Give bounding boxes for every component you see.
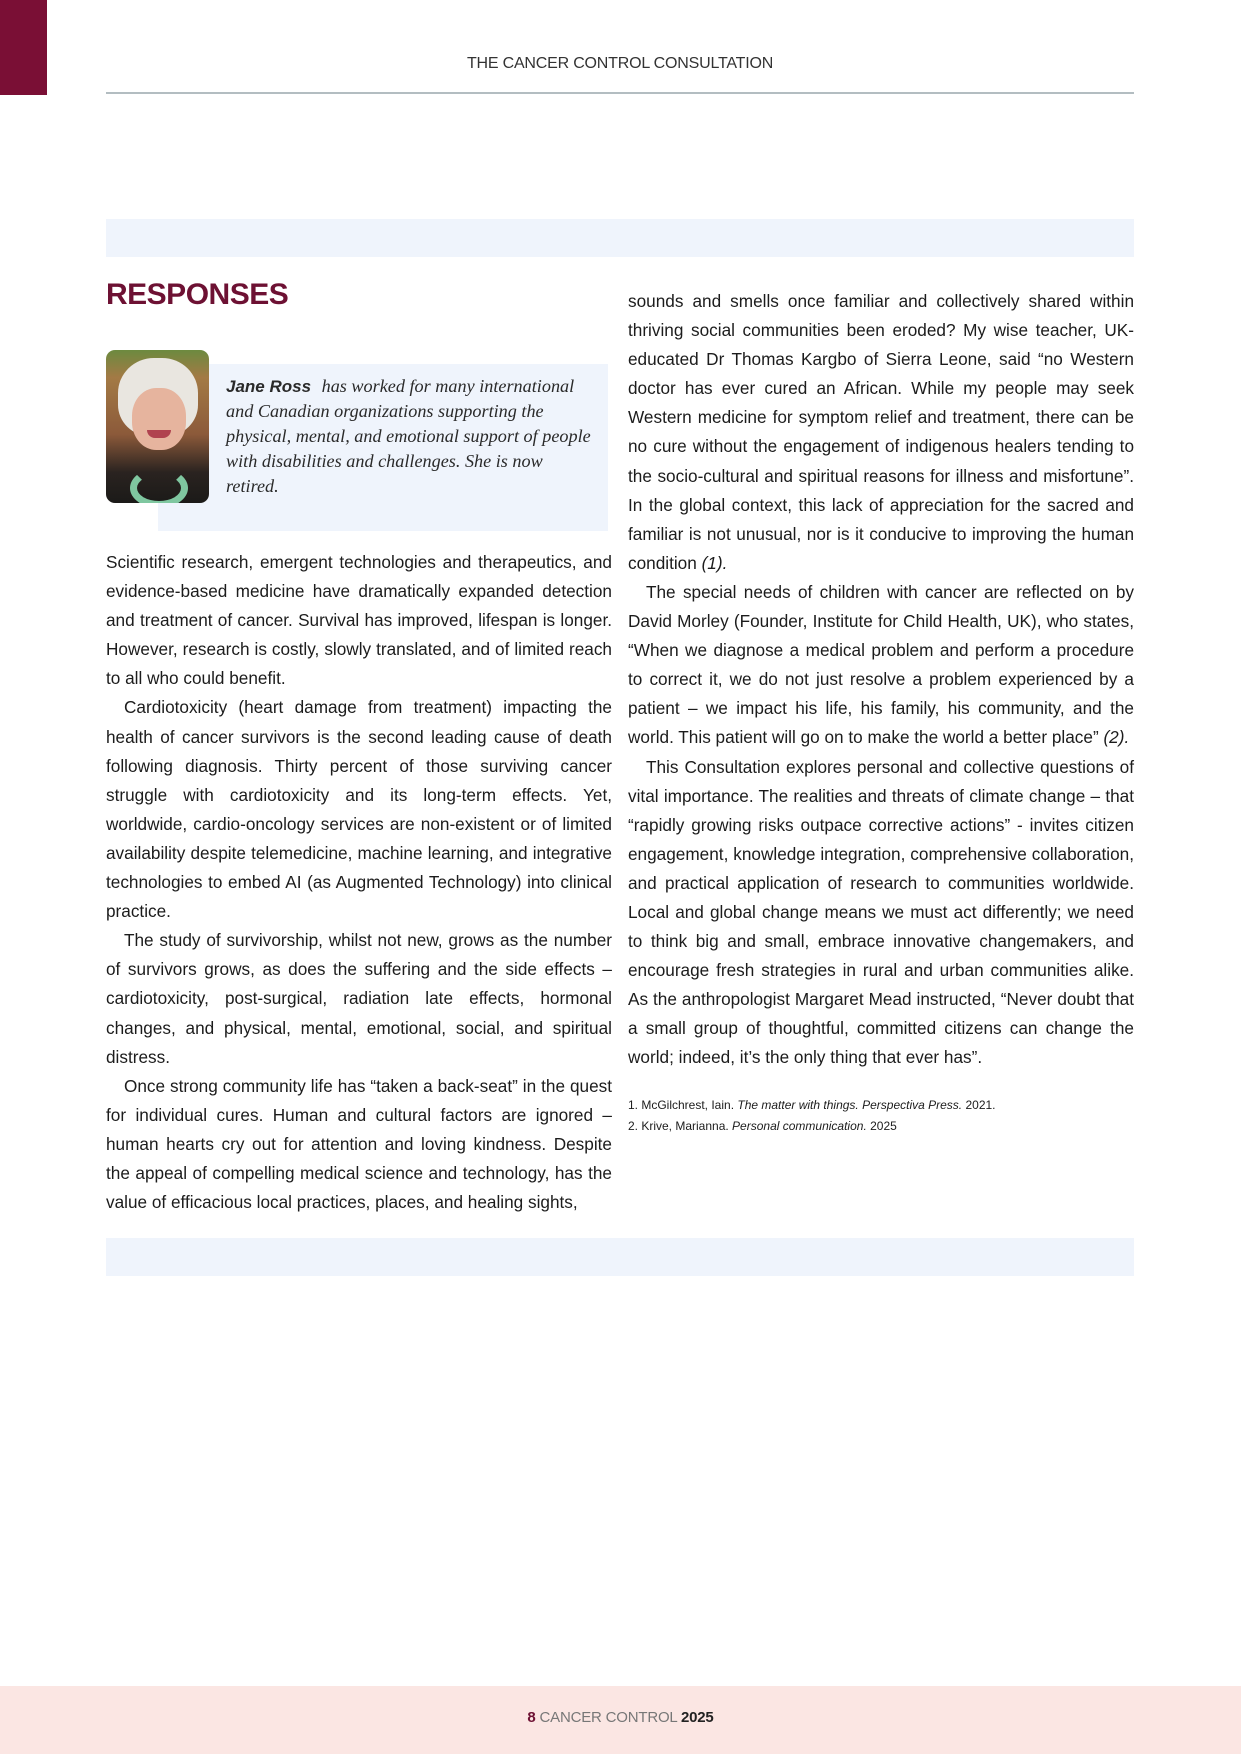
paragraph-text: sounds and smells once familiar and collectively shared within thriving social communities been eroded? My wise teacher, UK-educated Dr Thomas Kargbo of Sierra Leone, said “no Western doctor has ever cured an African. While my people may seek Western medicine for symptom relief and treatment, there can be no cure without the engagement of indigenous healers tending to the socio-cultural and spiritual reasons for illness and misfortune”. In the global context, this lack of appreciation for the sacred and familiar is not unusual, nor is it conducive to improving the human condition: [628, 291, 1134, 573]
reference-title: Personal communication.: [732, 1118, 867, 1133]
reference-year: 2025: [866, 1118, 897, 1133]
paragraph: Scientific research, emergent technologies and therapeutics, and evidence-based medicine have dramatically expanded detection and treatment of cancer. Survival has improved, lifespan is longer. However, research is costly, slowly translated, and of limited reach to all who could benefit.: [106, 552, 612, 689]
reference-item: [628, 1095, 1134, 1116]
bottom-band: [106, 1238, 1134, 1276]
running-header: THE CANCER CONTROL CONSULTATION: [466, 55, 774, 72]
citation: (1).: [701, 552, 728, 573]
publication-name: CANCER CONTROL: [539, 1709, 678, 1726]
paragraph: Cardiotoxicity (heart damage from treatment) impacting the health of cancer survivors is the second leading cause of death following diagnosis. Thirty percent of those surviving cancer struggle with cardiotoxicity and its long-term effects. Yet, worldwide, cardio-oncology services are non-existent or of limited availability despite telemedicine, machine learning, and integrative technologies to embed AI (as Augmented Technology) into clinical practice.: [106, 697, 612, 922]
page-number: 8: [527, 1709, 536, 1726]
references: [628, 1095, 1134, 1137]
author-bio: [226, 374, 594, 499]
reference-author: 2. Krive, Marianna.: [628, 1118, 733, 1133]
right-column: [628, 287, 1134, 1137]
reference-title: The matter with things. Perspectiva Press.: [737, 1097, 963, 1112]
photo-face: [132, 388, 186, 450]
left-column: [106, 548, 612, 1217]
paragraph: [628, 287, 1134, 578]
reference-item: [628, 1116, 1134, 1137]
corner-tab: [0, 0, 47, 95]
author-photo: [106, 350, 209, 503]
footer: [0, 1709, 1241, 1726]
reference-year: 2021.: [962, 1097, 996, 1112]
header-rule: [106, 92, 1134, 94]
photo-necklace: [130, 468, 188, 503]
section-title: RESPONSES: [106, 278, 289, 311]
paragraph-text: The special needs of children with cancer are reflected on by David Morley (Founder, Institute for Child Health, UK), who states, “When we diagnose a medical problem and perform a procedure to correct it, we do not just resolve a problem experienced by a patient – we impact his life, his family, his community, and the world. This patient will go on to make the world a better place”: [628, 581, 1134, 748]
citation: (2).: [1103, 727, 1130, 748]
author-name: Jane Ross: [226, 377, 312, 396]
paragraph: The study of survivorship, whilst not new, grows as the number of survivors grows, as does the suffering and the side effects – cardiotoxicity, post-surgical, radiation late effects, hormonal changes, and physical, mental, emotional, social, and spiritual distress.: [106, 930, 612, 1067]
author-bio-text: has worked for many international and Canadian organizations supporting the physical, mental, and emotional support of people with disabilities and challenges. She is now retired.: [226, 376, 591, 496]
paragraph: This Consultation explores personal and collective questions of vital importance. The realities and threats of climate change – that “rapidly growing risks outpace corrective actions” - invites citizen engagement, knowledge integration, comprehensive collaboration, and practical application of research to communities worldwide. Local and global change means we must act differently; we need to think big and small, embrace innovative changemakers, and encourage fresh strategies in rural and urban communities alike. As the anthropologist Margaret Mead instructed, “Never doubt that a small group of thoughtful, committed citizens can change the world; indeed, it’s the only thing that ever has”.: [628, 756, 1134, 1068]
top-band: [106, 219, 1134, 257]
paragraph: Once strong community life has “taken a back-seat” in the quest for individual cures. Human and cultural factors are ignored – human hearts cry out for attention and loving kindness. Despite the appeal of compelling medical science and technology, has the value of efficacious local practices, places, and healing sights,: [106, 1075, 612, 1213]
paragraph: [628, 578, 1134, 753]
publication-year: 2025: [681, 1709, 714, 1726]
reference-author: 1. McGilchrest, Iain.: [628, 1097, 738, 1112]
